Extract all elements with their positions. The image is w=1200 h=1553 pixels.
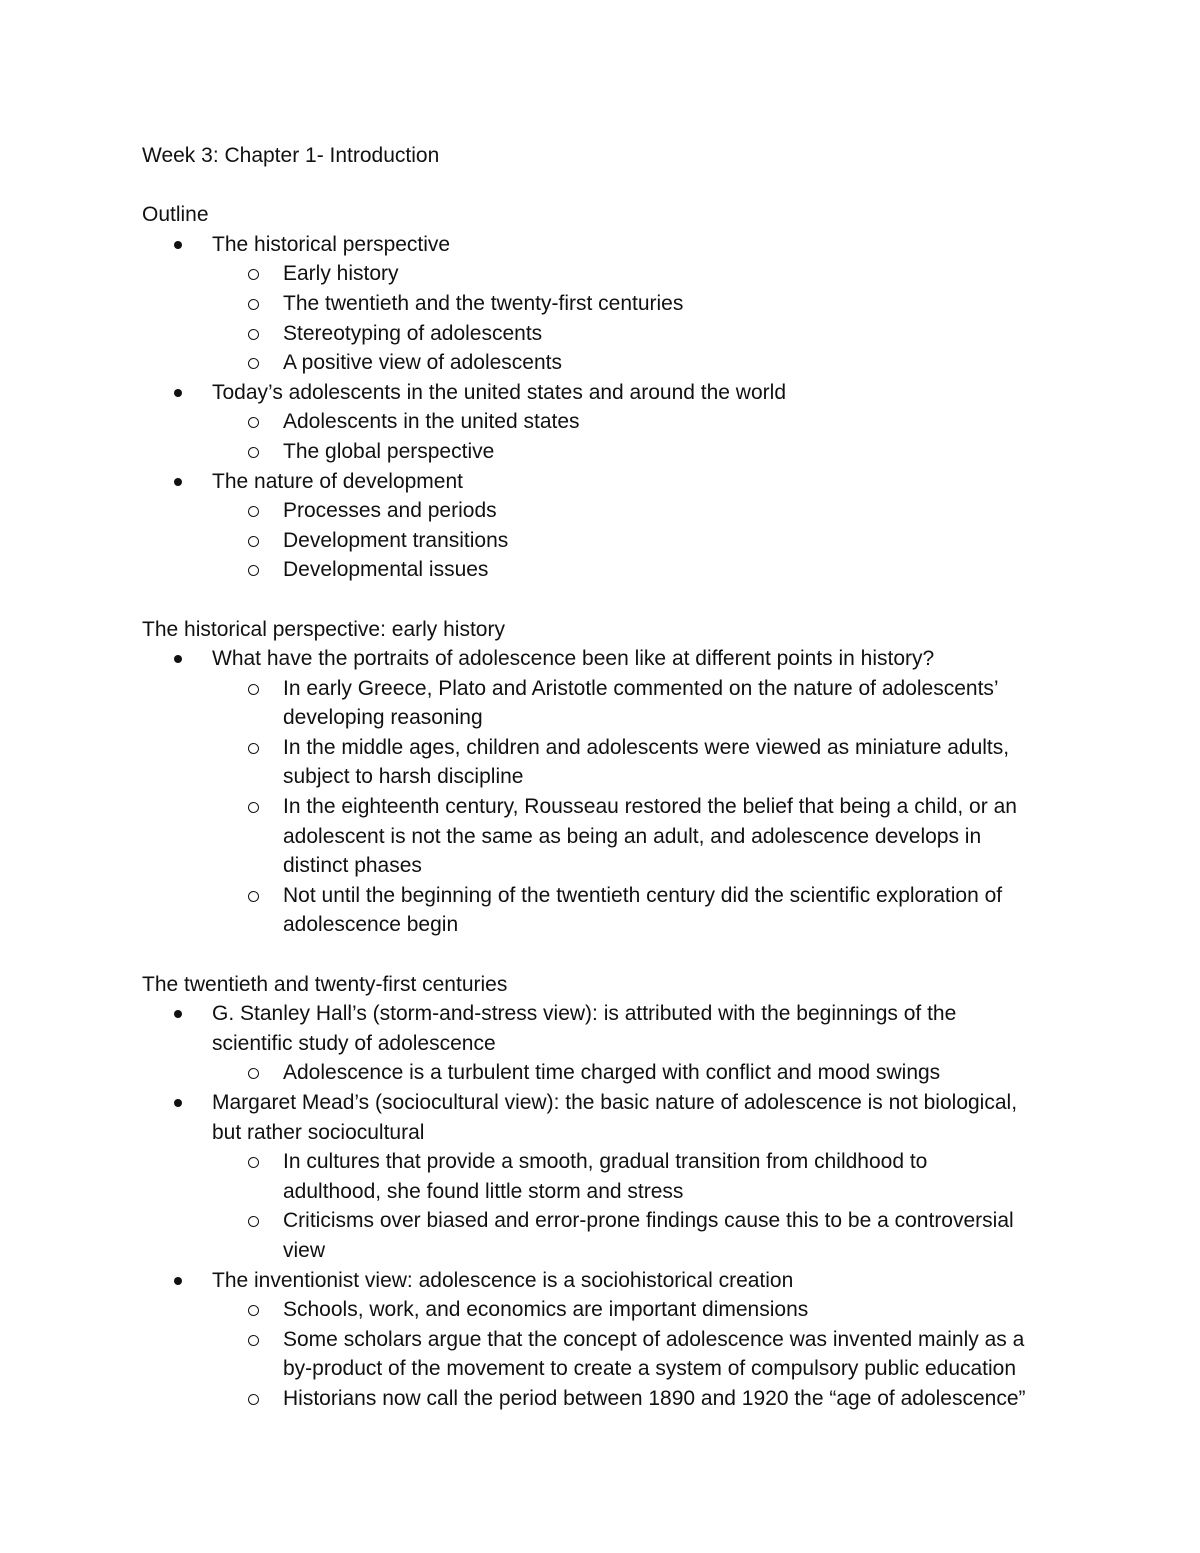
bullet-icon [174,478,182,486]
outline-subitem [142,348,1072,378]
outline-subitem [142,319,1072,349]
outline-item [142,467,1072,497]
list-item-line: The inventionist view: adolescence is a sociohistorical creation [212,1268,794,1292]
outline-subitem-text: The global perspective [283,439,495,463]
outline-subitem-text: Stereotyping of adolescents [283,321,543,345]
list-subitem-line: Not until the beginning of the twentieth century did the scientific exploration of [283,883,1003,907]
outline-subitem [142,407,1072,437]
list-subitem [142,1147,1072,1206]
list-subitem-line: Historians now call the period between 1890 and 1920 the “age of adolescence” [283,1386,1026,1410]
circle-bullet-icon [248,1394,259,1405]
outline-item-text: Today’s adolescents in the united states and around the world [212,380,786,404]
list-subitem-line: developing reasoning [283,706,483,730]
outline-subitem [142,526,1072,556]
list-subitem-line: In cultures that provide a smooth, gradual transition from childhood to [283,1150,928,1174]
outline-item [142,230,1072,260]
bullet-icon [174,389,182,397]
outline-subitem [142,555,1072,585]
circle-bullet-icon [248,743,259,754]
outline-subitem-text: A positive view of adolescents [283,351,562,375]
circle-bullet-icon [248,536,259,547]
list-subitem [142,1384,1072,1414]
list-item-text: What have the portraits of adolescence been like at different points in history? [212,647,935,671]
list-subitem-line: Some scholars argue that the concept of adolescence was invented mainly as a [283,1327,1025,1351]
circle-bullet-icon [248,417,259,428]
circle-bullet-icon [248,802,259,813]
list-item [142,1088,1072,1147]
list-item [142,644,1072,674]
early-history-list [142,644,1072,940]
list-subitem-line: subject to harsh discipline [283,765,524,789]
outline-item-text: The historical perspective [212,232,451,256]
list-subitem [142,881,1072,940]
outline-subitem [142,259,1072,289]
section-heading: The historical perspective: early history [142,617,505,641]
list-subitem [142,1058,1072,1088]
list-subitem-line: adolescence begin [283,913,459,937]
page-title: Week 3: Chapter 1- Introduction [142,144,440,167]
circle-bullet-icon [248,684,259,695]
bullet-icon [174,655,182,663]
circle-bullet-icon [248,447,259,458]
list-subitem [142,1295,1072,1325]
circle-bullet-icon [248,1335,259,1346]
list-item [142,1266,1072,1296]
circle-bullet-icon [248,506,259,517]
document-page [142,141,1072,1414]
bullet-icon [174,241,182,249]
outline-subitem [142,289,1072,319]
outline-subitem-text: Early history [283,262,399,286]
section-heading: The twentieth and twenty-first centuries [142,972,508,996]
spacer [142,171,1072,201]
circle-bullet-icon [248,1305,259,1316]
list-subitem-line: Adolescence is a turbulent time charged with conflict and mood swings [283,1061,941,1085]
list-subitem-line: adulthood, she found little storm and stress [283,1179,684,1203]
circle-bullet-icon [248,1157,259,1168]
circle-bullet-icon [248,1216,259,1227]
outline-heading: Outline [142,203,209,227]
list-subitem-line: In the eighteenth century, Rousseau restored the belief that being a child, or an [283,795,1017,819]
circle-bullet-icon [248,358,259,369]
outline-subitem [142,496,1072,526]
outline-item-text: The nature of development [212,469,463,493]
outline-subitem [142,437,1072,467]
list-item-line: scientific study of adolescence [212,1031,496,1055]
outline-list [142,230,1072,585]
list-item-line: Margaret Mead’s (sociocultural view): the basic nature of adolescence is not biological, [212,1091,1018,1114]
list-subitem [142,733,1072,792]
spacer [142,585,1072,615]
bullet-icon [174,1010,182,1018]
circle-bullet-icon [248,299,259,310]
list-subitem-line: distinct phases [283,854,422,878]
circle-bullet-icon [248,891,259,902]
list-subitem [142,674,1072,733]
twentieth-list [142,999,1072,1413]
list-subitem [142,792,1072,881]
list-item [142,999,1072,1058]
circle-bullet-icon [248,269,259,280]
list-subitem-line: Schools, work, and economics are important dimensions [283,1298,809,1322]
outline-subitem-text: Adolescents in the united states [283,410,580,434]
spacer [142,940,1072,970]
circle-bullet-icon [248,1068,259,1079]
list-subitem [142,1206,1072,1265]
circle-bullet-icon [248,329,259,340]
outline-subitem-text: The twentieth and the twenty-first centuries [283,291,684,315]
outline-item [142,378,1072,408]
bullet-icon [174,1277,182,1285]
list-subitem-line: Criticisms over biased and error-prone findings cause this to be a controversial [283,1209,1014,1233]
outline-subitem-text: Developmental issues [283,558,489,582]
bullet-icon [174,1099,182,1107]
list-subitem-line: In early Greece, Plato and Aristotle commented on the nature of adolescents’ [283,676,999,700]
list-subitem-line: view [283,1238,326,1262]
list-subitem-line: adolescent is not the same as being an adult, and adolescence develops in [283,824,982,848]
outline-subitem-text: Development transitions [283,528,509,552]
list-item-line: but rather sociocultural [212,1120,425,1144]
circle-bullet-icon [248,565,259,576]
list-subitem [142,1325,1072,1384]
list-subitem-line: by-product of the movement to create a system of compulsory public education [283,1357,1017,1381]
outline-subitem-text: Processes and periods [283,499,497,523]
list-subitem-line: In the middle ages, children and adolescents were viewed as miniature adults, [283,735,1010,759]
list-item-line: G. Stanley Hall’s (storm-and-stress view): is attributed with the beginnings of the [212,1002,957,1026]
